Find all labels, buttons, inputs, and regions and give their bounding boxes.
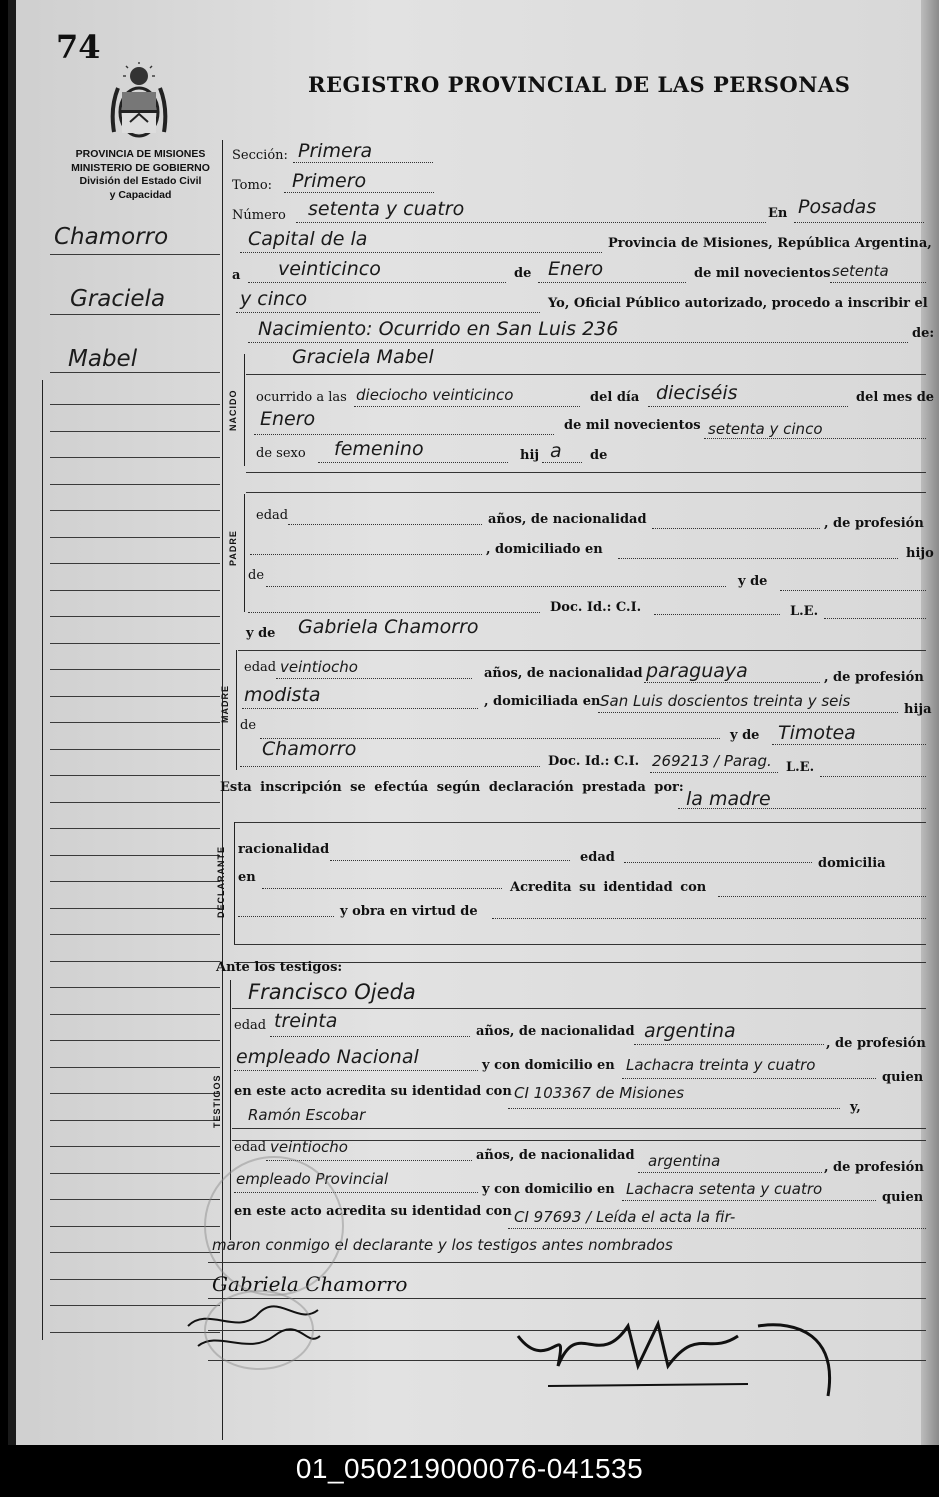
margin-ruled-line [50,1093,220,1094]
margin-line [50,314,220,315]
madre-doc-value: 269213 / Parag. [652,752,772,770]
margin-ruled-line [50,1067,220,1068]
declaracion-line [678,808,926,809]
padre-bracket [244,494,245,612]
margin-ruled-line [50,643,220,644]
testigo1-profesion-label: , de profesión [826,1036,926,1051]
milnov-label: de mil novecientos [694,266,831,281]
hij-value: a [550,440,562,462]
margin-ruled-line [50,802,220,803]
margin-first-name: Graciela [70,286,166,312]
testigo1-edad-label: edad [234,1018,267,1033]
declarante-nac-label: racionalidad [238,842,330,857]
madre-anos-label: años, de nacionalidad [484,666,643,681]
nacimiento-line [248,342,908,343]
testigo1-prof-value: empleado Nacional [236,1046,419,1068]
margin-ruled-line [50,908,220,909]
madre-hija-label: hija [904,702,932,717]
closing-value: maron conmigo el declarante y los testigos antes nombrados [212,1236,673,1254]
testigo2-name-value: Ramón Escobar [248,1106,366,1124]
padre-le-line [824,618,926,619]
padre-de-label: de [248,568,265,583]
declarante-acredita-line [718,896,926,897]
padre-apellido-line [248,612,540,613]
padre-top-line [246,492,926,493]
testigo1-y-label: y, [850,1100,861,1115]
official-stamp-icon [204,1156,344,1296]
margin-left-edge [42,380,43,1340]
madre-yde-label: y de [246,626,276,641]
testigo2-acredita-line [508,1228,926,1229]
deldia-label: del día [590,390,640,405]
numero-line [296,222,766,223]
nacido-milnov-label: de mil novecientos [564,418,701,433]
madre-edad-label: edad [244,660,277,675]
declarante-bracket [234,822,235,944]
margin-ruled-line [50,510,220,511]
declarante-en-label: en [238,870,256,885]
year-line [830,282,926,283]
nacimiento-value: Nacimiento: Ocurrido en San Luis 236 [258,318,619,340]
testigo2-domicilio-label: y con domicilio en [482,1182,615,1197]
declaracion-value: la madre [686,788,771,810]
margin-ruled-line [50,537,220,538]
testigo1-dom-line [622,1078,876,1079]
padre-profesion-label: , de profesión [824,516,924,531]
year-cont-line [236,312,540,313]
testigo2-acredita-value: CI 97693 / Leída el acta la fir- [514,1208,736,1226]
page-edge-left [8,0,16,1445]
testigo1-edad-line [270,1036,470,1037]
madre-dom-value: San Luis doscientos treinta y seis [600,692,851,710]
margin-ruled-line [50,1199,220,1200]
dia-line [248,282,506,283]
margin-ruled-line [50,1279,220,1280]
argentina-coat-of-arms-icon [108,62,170,146]
declarante-en-line [262,888,502,889]
hij-line [542,462,582,463]
sexo-label: de sexo [256,446,306,461]
madre-apellido-line [240,766,540,767]
testigo2-dom-value: Lachacra setenta y cuatro [626,1180,823,1198]
madre-yde2-line [772,744,926,745]
testigo1-acredita-label: en este acto acredita su identidad con [234,1084,512,1099]
madre-prof-value: modista [244,684,321,706]
sexo-line [318,462,508,463]
official-stamp-icon-2 [204,1290,314,1370]
margin-ruled-line [50,431,220,432]
padre-edad-line [288,524,482,525]
testigo1-acredita-value: CI 103367 de Misiones [514,1084,685,1102]
margin-ruled-line [50,1120,220,1121]
declarante-acredita-label: Acredita su identidad con [510,880,707,895]
numero-label: Número [232,208,286,223]
padre-yde-label: y de [738,574,768,589]
delmes-label: del mes de [856,390,935,405]
madre-edad-value: veintiocho [280,658,358,676]
madre-dom-line [598,712,898,713]
margin-ruled-line [50,590,220,591]
nacido-name-line [246,374,926,375]
folio-number: 74 [56,28,101,66]
padre-anos-label: años, de nacionalidad [488,512,647,527]
testigos-ante-label: Ante los testigos: [216,960,343,975]
margin-ruled-line [50,1014,220,1015]
deldia-line [648,406,848,407]
declarante-obra-label: y obra en virtud de [340,904,478,919]
nacido-year-line [704,438,926,439]
margin-ruled-line [50,934,220,935]
signature-official-icon [508,1296,848,1406]
padre-section-label: PADRE [228,530,238,566]
declarante-nac-line [330,860,570,861]
ocurrido-value: dieciocho veinticinco [356,386,514,404]
margin-ruled-line [50,616,220,617]
margin-ruled-line [50,775,220,776]
margin-ruled-line [50,484,220,485]
madre-prof-line [242,708,478,709]
declarante-section-label: DECLARANTE [216,846,226,918]
madre-le-label: L.E. [786,760,815,775]
margin-surname: Chamorro [54,224,169,250]
ocurrido-label: ocurrido a las [256,390,347,405]
testigo1-domicilio-label: y con domicilio en [482,1058,615,1073]
nacido-bottom-line [246,472,926,473]
tomo-line [284,192,434,193]
margin-ruled-line [50,987,220,988]
de-colon-label: de: [912,326,935,341]
madre-section-label: MADRE [220,685,230,723]
madre-nac-line [644,682,820,683]
issuer-block [48,148,233,202]
nacido-bracket [244,354,245,466]
madre-yde2-label: y de [730,728,760,743]
oficial-text: Yo, Oficial Público autorizado, procedo a inscribir el [548,296,928,311]
madre-le-line [820,776,926,777]
madre-nac-value: paraguaya [646,660,748,682]
margin-ruled-line [50,1226,220,1227]
testigo2-nac-value: argentina [648,1152,721,1170]
madre-madre-value: Timotea [778,722,856,744]
margin-ruled-line [50,881,220,882]
margin-ruled-line [50,1173,220,1174]
testigo2-dom-line [622,1200,876,1201]
declarante-edad-line [624,862,812,863]
issuer-line: PROVINCIA DE MISIONES [75,148,206,160]
madre-name-value: Gabriela Chamorro [298,616,479,638]
deldia-value: dieciséis [656,382,738,404]
padre-doc-label: Doc. Id.: C.I. [550,600,642,615]
testigo2-quien-label: quien [882,1190,924,1205]
document-page [8,0,939,1445]
capital-value: Capital de la [248,228,368,250]
issuer-line: División del Estado Civil [79,175,202,187]
tomo-value: Primero [292,170,367,192]
testigo2-prof-value: empleado Provincial [236,1170,389,1188]
padre-dom-line [618,558,898,559]
margin-ruled-line [50,855,220,856]
padre-de-line [266,586,726,587]
provincia-text: Provincia de Misiones, República Argentina, [608,236,932,251]
a-label: a [232,268,241,283]
seccion-value: Primera [298,140,373,162]
declarante-edad-label: edad [580,850,615,865]
madre-apellido-value: Chamorro [262,738,357,760]
en-line [794,222,924,223]
margin-ruled-line [50,828,220,829]
hij-label: hij [520,448,540,463]
testigo1-name-value: Francisco Ojeda [248,980,416,1004]
madre-domiciliada-label: , domiciliada en [484,694,601,709]
padre-nac-line [652,528,820,529]
madre-doc-line [650,772,778,773]
margin-ruled-line [50,1252,220,1253]
testigo2-edad-label: edad [234,1140,267,1155]
testigo1-quien-label: quien [882,1070,924,1085]
margin-line [50,254,220,255]
margin-ruled-line [50,457,220,458]
padre-le-label: L.E. [790,604,819,619]
madre-doc-label: Doc. Id.: C.I. [548,754,640,769]
nacido-mes-value: Enero [260,408,316,430]
seccion-label: Sección: [232,148,288,163]
testigo1-nac-line [634,1044,824,1045]
year-cont-value: y cinco [240,288,308,310]
nacido-de-label: de [590,448,608,463]
seccion-line [293,162,433,163]
testigo2-name-line [232,1128,926,1129]
nacido-year-value: setenta y cinco [708,420,823,438]
numero-value: setenta y cuatro [308,198,465,220]
tomo-label: Tomo: [232,178,273,193]
margin-ruled-line [50,669,220,670]
testigos-section-label: TESTIGOS [212,1074,222,1128]
mes-value: Enero [548,258,604,280]
declarante-domicilia-label: domicilia [818,856,886,871]
testigo2-edad-value: veintiocho [270,1138,348,1156]
year-value: setenta [832,262,889,280]
issuer-line: y Capacidad [109,188,172,201]
nacido-name-value: Graciela Mabel [292,346,434,368]
testigo1-name-line [232,1008,926,1009]
en-label: En [768,206,788,221]
padre-doc-line [654,614,780,615]
padre-prof-line [250,554,482,555]
padre-edad-label: edad [256,508,289,523]
testigo1-prof-line [234,1070,478,1071]
madre-profesion-label: , de profesión [824,670,924,685]
testigo1-dom-value: Lachacra treinta y cuatro [626,1056,816,1074]
testigo1-acredita-line [508,1108,840,1109]
margin-ruled-line [50,563,220,564]
margin-ruled-line [50,1040,220,1041]
sexo-value: femenino [334,438,424,460]
declarante-obra-line [492,918,926,919]
declaracion-text: Esta inscripción se efectúa según declaración prestada por: [220,780,684,795]
signature-declarante: Gabriela Chamorro [212,1272,408,1296]
capital-line [240,252,602,253]
testigo2-profesion-label: , de profesión [824,1160,924,1175]
margin-ruled-line [50,404,220,405]
declarante-top-line [234,822,926,823]
madre-bracket [236,650,237,770]
document-title: REGISTRO PROVINCIAL DE LAS PERSONAS [308,72,851,97]
nacido-section-label: NACIDO [228,389,238,431]
margin-ruled-line [50,1146,220,1147]
madre-edad-line [276,678,472,679]
declarante-bottom-line [234,944,926,945]
testigo1-anos-label: años, de nacionalidad [476,1024,635,1039]
mes-line [538,282,686,283]
madre-name-line [238,650,926,651]
padre-hijo-label: hijo [906,546,934,561]
nacido-mes-line [254,434,554,435]
testigo2-nac-line [638,1172,822,1173]
dia-value: veinticinco [278,258,381,280]
testigo1-nac-value: argentina [644,1020,736,1042]
testigo2-anos-label: años, de nacionalidad [476,1148,635,1163]
image-footer-code: 01_050219000076-041535 [0,1445,939,1497]
issuer-line: MINISTERIO DE GOBIERNO [71,161,210,174]
margin-ruled-line [50,722,220,723]
margin-ruled-line [50,961,220,962]
padre-domiciliado-label: , domiciliado en [486,542,603,557]
padre-yde-line [780,590,926,591]
testigo1-edad-value: treinta [274,1010,338,1032]
ocurrido-line [354,406,580,407]
margin-ruled-line [50,749,220,750]
margin-ruled-line [50,696,220,697]
declarante-obra-pre-line [238,916,334,917]
testigo2-acredita-label: en este acto acredita su identidad con [234,1204,512,1219]
en-value: Posadas [798,196,877,218]
madre-de-label: de [240,718,257,733]
de-label: de [514,266,532,281]
margin-line [50,372,220,373]
margin-middle-name: Mabel [68,346,138,372]
